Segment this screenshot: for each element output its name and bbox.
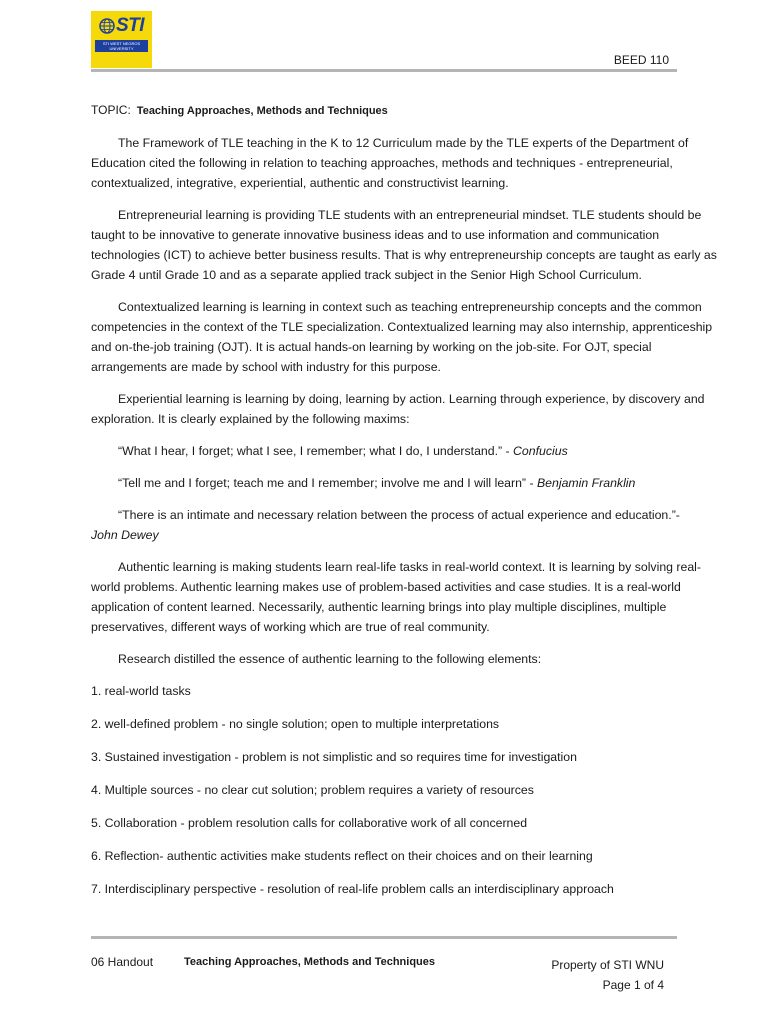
quote-text: “Tell me and I forget; teach me and I remember; involve me and I will learn” -	[118, 476, 537, 490]
footer-right	[551, 955, 664, 995]
topic-text: Teaching Approaches, Methods and Techniques	[136, 105, 388, 117]
paragraph-research: Research distilled the essence of authentic learning to the following elements:	[118, 652, 542, 666]
list-item: 2. well-defined problem - no single solution; open to multiple interpretations	[91, 717, 500, 731]
quote-author: John Dewey	[91, 528, 159, 542]
globe-icon	[99, 18, 115, 34]
page-number: Page 1 of 4	[602, 978, 664, 992]
paragraph-experiential: Experiential learning is learning by doing, learning by action. Learning through experience, by discovery and exploration. It is clearly explained by the following maxims:	[91, 392, 705, 426]
quote-confucius	[91, 441, 719, 461]
topic-label: TOPIC:	[91, 103, 131, 117]
property-label: Property of STI WNU	[551, 958, 664, 972]
quote-franklin	[91, 473, 719, 493]
list-item: 7. Interdisciplinary perspective - resolution of real-life problem calls an interdisciplinary approach	[91, 882, 614, 896]
quote-dewey	[91, 505, 719, 545]
logo-mark	[99, 15, 144, 37]
paragraph-framework: The Framework of TLE teaching in the K to 12 Curriculum made by the TLE experts of the Department of Education cited the following in relation to teaching approaches, methods and techniques - entrepreneurial, contextualized, integrative, experiential, authentic and constructivist learning.	[91, 136, 689, 190]
logo-subtext: STI WEST NEGROS UNIVERSITY	[95, 40, 148, 52]
list-item: 4. Multiple sources - no clear cut solution; problem requires a variety of resources	[91, 783, 534, 797]
list-item: 6. Reflection- authentic activities make students reflect on their choices and on their learning	[91, 849, 593, 863]
footer-title: Teaching Approaches, Methods and Techniques	[184, 956, 435, 968]
paragraph-entrepreneurial: Entrepreneurial learning is providing TLE students with an entrepreneurial mindset. TLE students should be taught to be innovative to generate innovative business ideas and to use information and communication technologies (ICT) to achieve better business results. That is why entrepreneurship concepts are taught as early as Grade 4 until Grade 10 and as a separate applied track subject in the Senior High School Curriculum.	[91, 208, 717, 282]
paragraph-authentic: Authentic learning is making students learn real-life tasks in real-world context. It is learning by solving real-world problems. Authentic learning makes use of problem-based activities and case studies. It is a real-world application of content learned. Necessarily, authentic learning brings into play multiple disciplines, multiple preservatives, different ways of working which are true of real community.	[91, 560, 702, 634]
course-code: BEED 110	[613, 53, 669, 67]
quote-author: Benjamin Franklin	[536, 476, 636, 490]
header-divider	[91, 69, 677, 72]
document-body	[91, 100, 719, 912]
logo-text: STI	[115, 15, 145, 36]
footer-divider	[91, 936, 677, 939]
quote-text: “What I hear, I forget; what I see, I remember; what I do, I understand.” -	[118, 444, 514, 458]
paragraph-contextualized: Contextualized learning is learning in context such as teaching entrepreneurship concepts and the common competencies in the context of the TLE specialization. Contextualized learning may also internship, apprenticeship and on-the-job training (OJT). It is actual hands-on learning by working on the job-site. For OJT, special arrangements are made by school with industry for this purpose.	[91, 300, 713, 374]
handout-number: 06 Handout	[91, 955, 154, 969]
quote-author: Confucius	[513, 444, 568, 458]
list-item: 5. Collaboration - problem resolution calls for collaborative work of all concerned	[91, 816, 528, 830]
quote-text: “There is an intimate and necessary relation between the process of actual experience and education.”-	[118, 508, 680, 522]
topic-heading	[91, 100, 719, 121]
list-item: 3. Sustained investigation - problem is not simplistic and so requires time for investigation	[91, 750, 577, 764]
page-header	[0, 0, 768, 80]
authentic-learning-elements-list	[91, 681, 719, 899]
list-item: 1. real-world tasks	[91, 684, 191, 698]
sti-logo	[91, 11, 152, 68]
